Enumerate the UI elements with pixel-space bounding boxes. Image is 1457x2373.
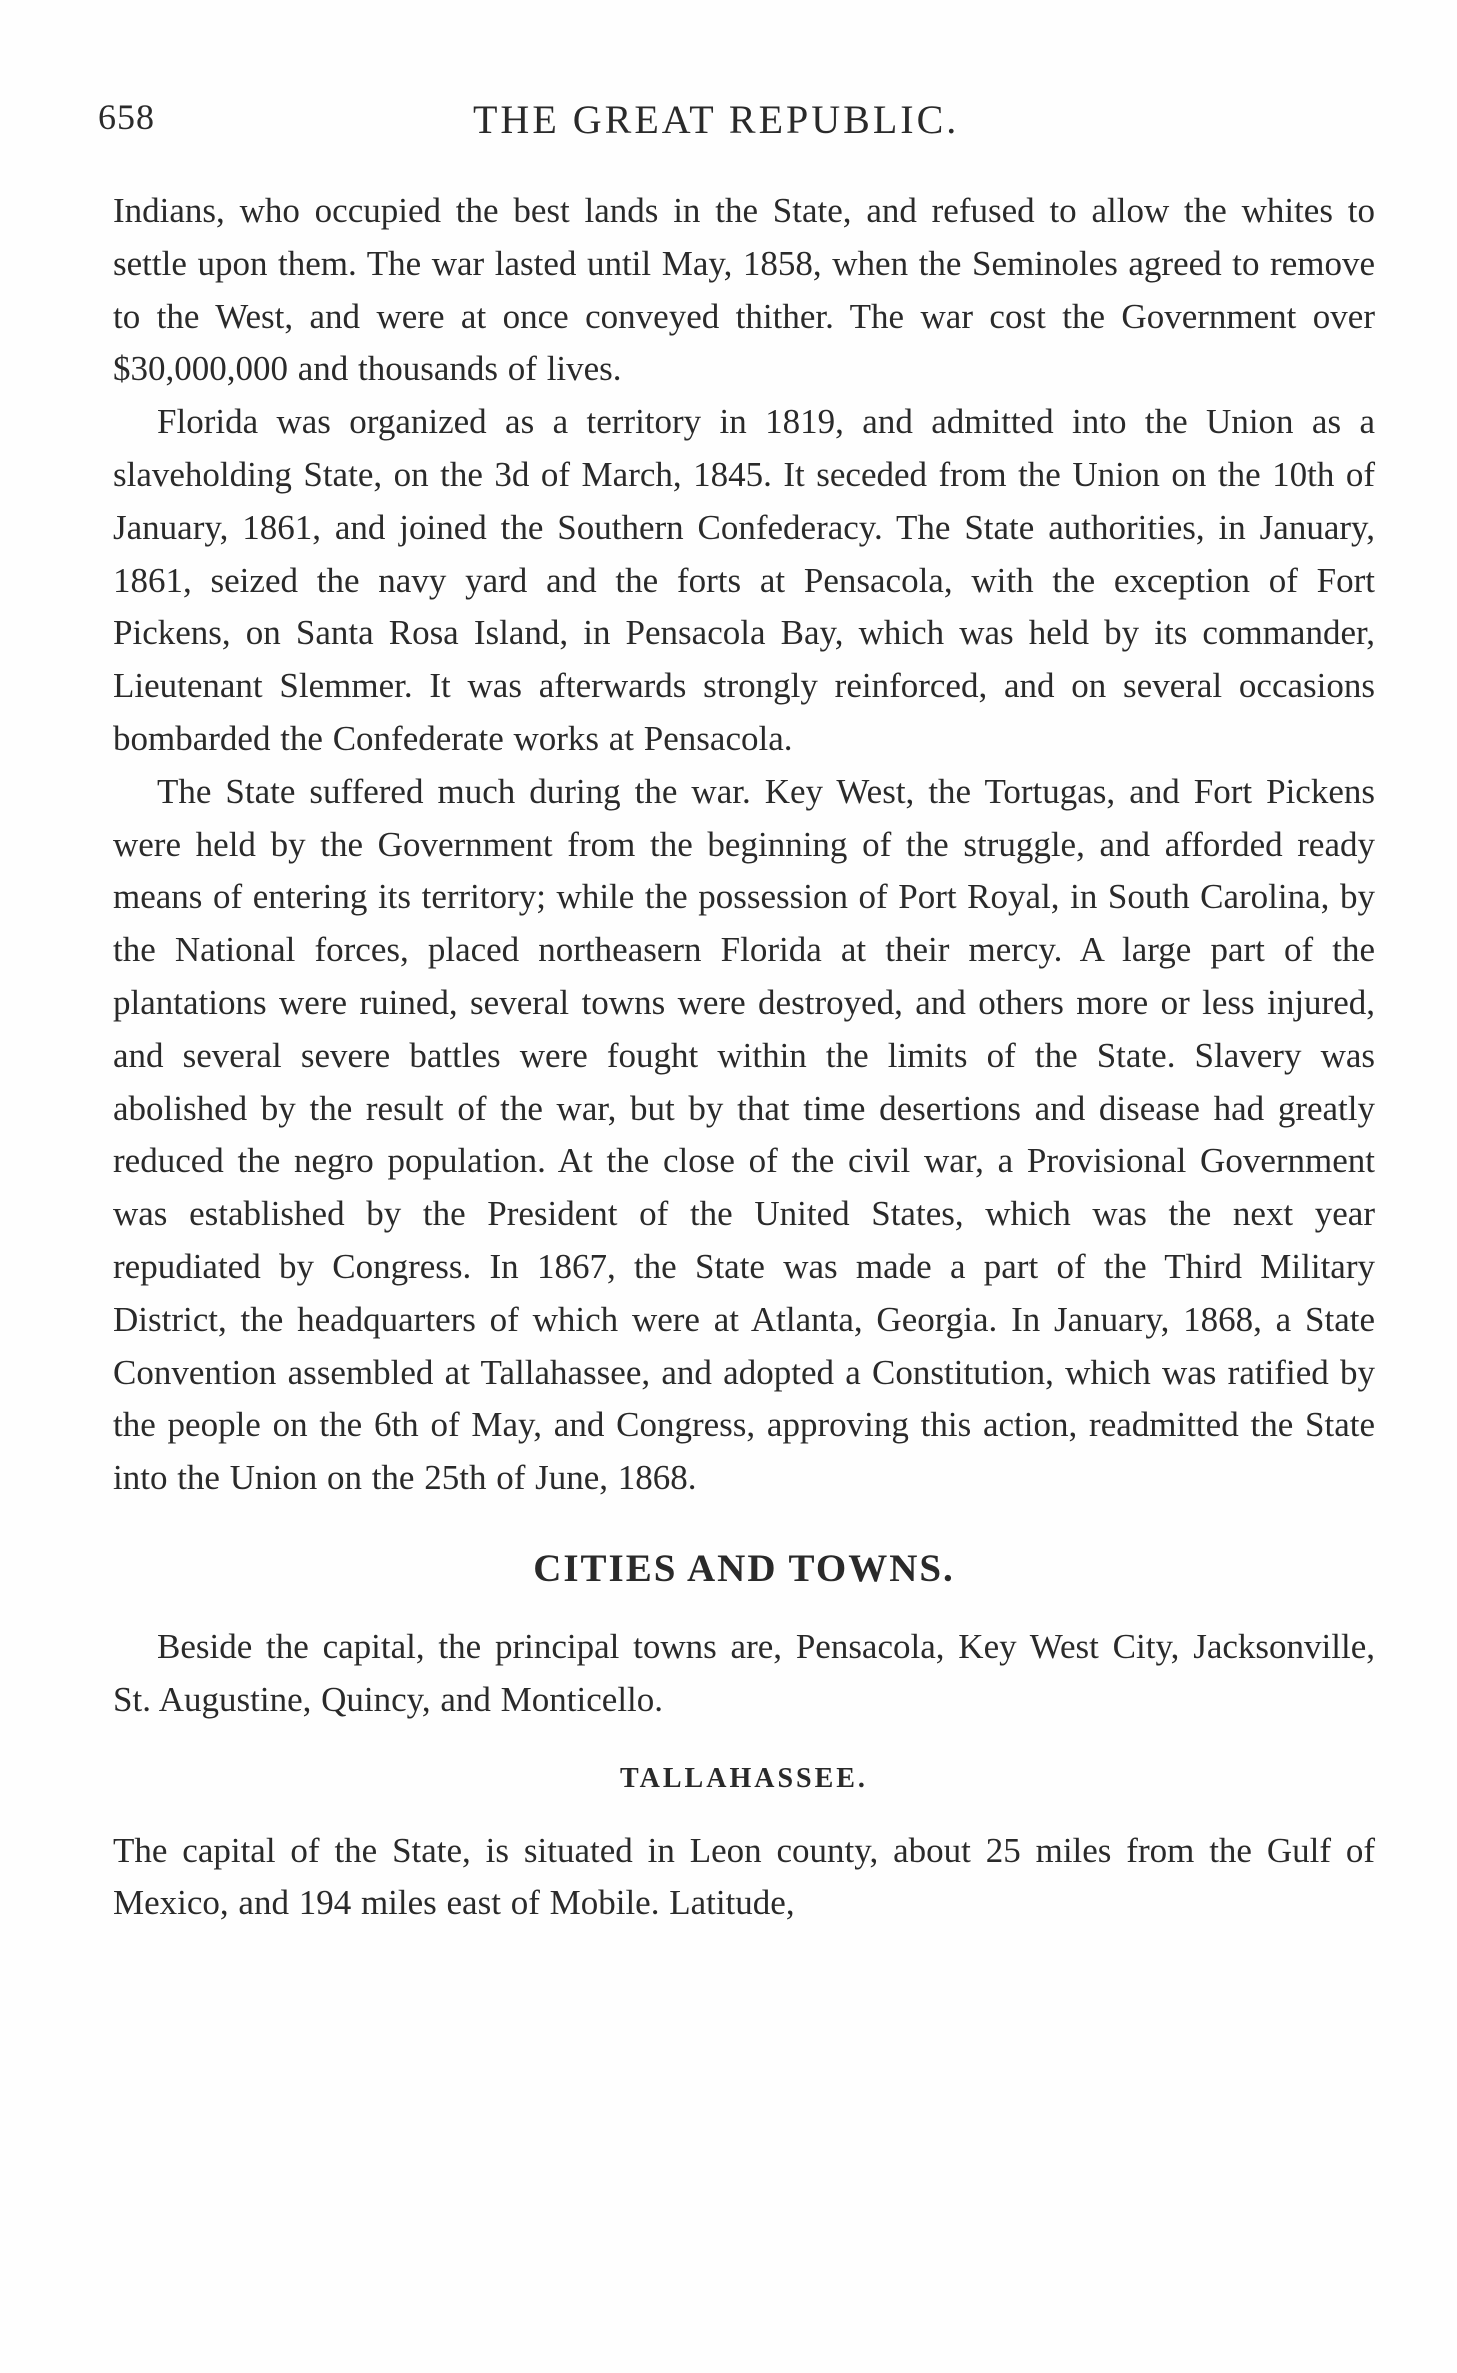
body-text (113, 185, 1375, 1930)
paragraph-civil-war: The State suffered much during the war. Key West, the Tortugas, and Fort Pickens were held by the Government from the beginning of the struggle, and afforded ready means of entering its territory; while the possession of Port Royal, in South Carolina, by the National forces, placed northeasern Florida at their mercy. A large part of the plantations were ruined, several towns were destroyed, and others more or less injured, and several severe battles were fought within the limits of the State. Slavery was abolished by the result of the war, but by that time desertions and disease had greatly reduced the negro population. At the close of the civil war, a Provisional Government was established by the President of the United States, which was the next year repudiated by Congress. In 1867, the State was made a part of the Third Military District, the headquarters of which were at Atlanta, Georgia. In January, 1868, a State Convention assembled at Tallahassee, and adopted a Constitution, which was ratified by the people on the 6th of May, and Congress, approving this action, readmitted the State into the Union on the 25th of June, 1868. (113, 771, 1375, 1498)
paragraph-tallahassee: The capital of the State, is situated in Leon county, about 25 miles from the Gulf of Mexico, and 194 miles east of Mobile. Latitude, (113, 1830, 1375, 1923)
section-heading: CITIES AND TOWNS. (533, 1546, 955, 1590)
running-title: THE GREAT REPUBLIC. (473, 97, 960, 142)
running-head (98, 96, 1098, 156)
page-number: 658 (98, 97, 155, 137)
paragraph-seminole-war: Indians, who occupied the best lands in the State, and refused to allow the whites to settle upon them. The war lasted until May, 1858, when the Seminoles agreed to remove to the West, and were at once conveyed thither. The war cost the Government over $30,000,000 and thousands of lives. (113, 191, 1375, 389)
subsection-heading: TALLAHASSEE. (620, 1762, 868, 1794)
paragraph-principal-towns: Beside the capital, the principal towns are, Pensacola, Key West City, Jacksonville, St. Augustine, Quincy, and Monticello. (113, 1626, 1375, 1719)
paragraph-territory-history: Florida was organized as a territory in 1819, and admitted into the Union as a slaveholding State, on the 3d of March, 1845. It seceded from the Union on the 10th of January, 1861, and joined the Southern Confederacy. The State authorities, in January, 1861, seized the navy yard and the forts at Pensacola, with the exception of Fort Pickens, on Santa Rosa Island, in Pensacola Bay, which was held by its commander, Lieutenant Slemmer. It was afterwards strongly reinforced, and on several occasions bombarded the Confederate works at Pensacola. (113, 402, 1375, 758)
